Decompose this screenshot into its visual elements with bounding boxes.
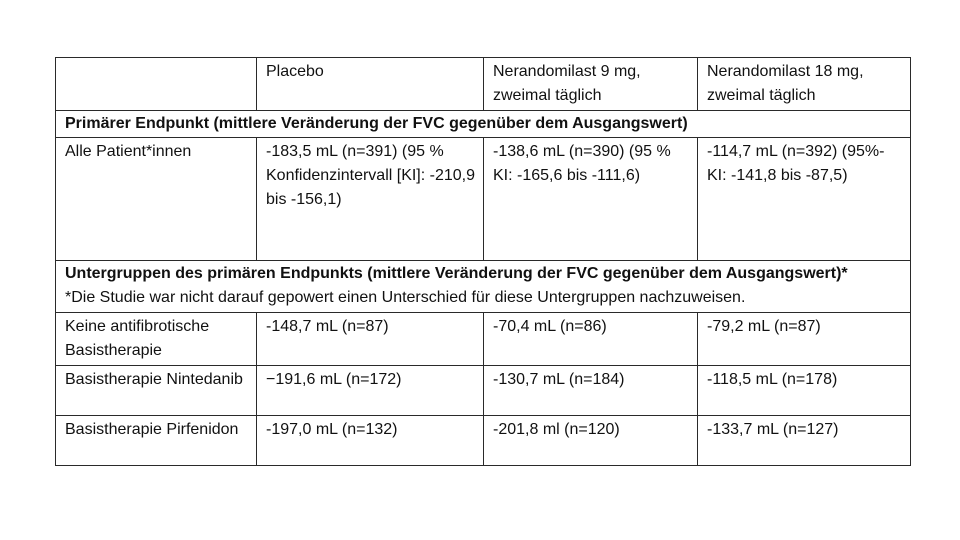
row-label-no-antifibrotic: Keine antifibrotische Basistherapie (56, 313, 257, 366)
cell-placebo: -148,7 mL (n=87) (257, 313, 484, 366)
row-label-pirfenidon: Basistherapie Pirfenidon (56, 416, 257, 466)
cell-dose9: -201,8 ml (n=120) (484, 416, 698, 466)
cell-dose9: -130,7 mL (n=184) (484, 366, 698, 416)
primary-endpoint-section-row (56, 111, 911, 138)
table-header-row (56, 58, 911, 111)
cell-dose9: -70,4 mL (n=86) (484, 313, 698, 366)
cell-placebo: −191,6 mL (n=172) (257, 366, 484, 416)
subgroup-section-cell (56, 261, 911, 313)
row-label-all-patients: Alle Patient*innen (56, 138, 257, 261)
cell-all-placebo: -183,5 mL (n=391) (95 % Konfidenzintervall [KI]: -210,9 bis -156,1) (257, 138, 484, 261)
subgroup-heading: Untergruppen des primären Endpunkts (mittlere Veränderung der FVC gegenüber dem Ausgangswert)* (65, 265, 848, 282)
subgroup-footnote: *Die Studie war nicht darauf gepowert einen Unterschied für diese Untergruppen nachzuweisen. (65, 289, 746, 306)
table-row (56, 416, 911, 466)
cell-all-dose9: -138,6 mL (n=390) (95 % KI: -165,6 bis -111,6) (484, 138, 698, 261)
header-cell-empty (56, 58, 257, 111)
table-row (56, 366, 911, 416)
cell-placebo: -197,0 mL (n=132) (257, 416, 484, 466)
header-cell-nerandomilast-9mg: Nerandomilast 9 mg, zweimal täglich (484, 58, 698, 111)
cell-dose18: -118,5 mL (n=178) (698, 366, 911, 416)
row-label-nintedanib: Basistherapie Nintedanib (56, 366, 257, 416)
header-cell-placebo: Placebo (257, 58, 484, 111)
table-row (56, 138, 911, 261)
header-cell-nerandomilast-18mg: Nerandomilast 18 mg, zweimal täglich (698, 58, 911, 111)
cell-dose18: -79,2 mL (n=87) (698, 313, 911, 366)
primary-endpoint-heading: Primärer Endpunkt (mittlere Veränderung der FVC gegenüber dem Ausgangswert) (56, 111, 911, 138)
subgroup-section-row (56, 261, 911, 313)
table-row (56, 313, 911, 366)
cell-dose18: -133,7 mL (n=127) (698, 416, 911, 466)
results-table (55, 57, 911, 466)
cell-all-dose18: -114,7 mL (n=392) (95%-KI: -141,8 bis -87,5) (698, 138, 911, 261)
